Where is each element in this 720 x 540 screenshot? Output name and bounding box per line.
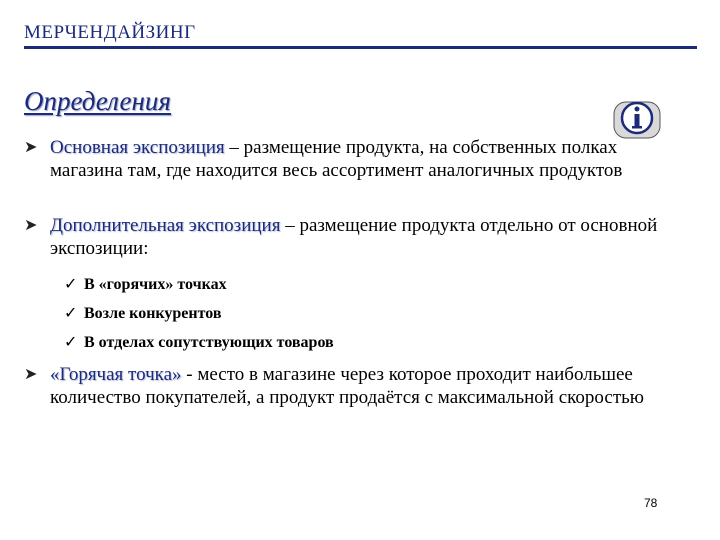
sub-list-item xyxy=(64,303,222,323)
sub-list-item-label: В отделах сопутствующих товаров xyxy=(84,334,334,351)
definition-text: – размещение продукта, на собственных полках магазина там, где находится весь ассортимент аналогичных продуктов xyxy=(50,137,623,181)
header-rule xyxy=(24,46,697,49)
definition-term: Основная экспозиция xyxy=(50,137,225,158)
checkmark-icon: ✓ xyxy=(64,276,78,293)
slide-header: МЕРЧЕНДАЙЗИНГ xyxy=(24,22,196,43)
checkmark-icon: ✓ xyxy=(64,334,78,351)
sub-list-item-label: Возле конкурентов xyxy=(84,305,222,322)
sub-list-item-label: В «горячих» точках xyxy=(84,276,227,293)
section-title: Определения xyxy=(24,86,171,116)
definition-item xyxy=(24,214,694,260)
arrow-bullet-icon: ➤ xyxy=(24,366,38,383)
arrow-bullet-icon: ➤ xyxy=(24,217,38,234)
definition-item xyxy=(24,363,694,409)
definition-term: Дополнительная экспозиция xyxy=(50,215,281,236)
page-number: 78 xyxy=(644,496,658,510)
arrow-bullet-icon: ➤ xyxy=(24,139,38,156)
definition-text: - место в магазине через которое проходит наибольшее количество покупателей, а продукт продаётся с максимальной скоростью xyxy=(50,364,644,408)
sub-list-item xyxy=(64,332,334,352)
checkmark-icon: ✓ xyxy=(64,305,78,322)
definition-item xyxy=(24,136,694,182)
definition-term: «Горячая точка» xyxy=(50,364,182,385)
sub-list-item xyxy=(64,274,227,294)
definition-text: – размещение продукта отдельно от основной экспозиции: xyxy=(50,215,658,259)
